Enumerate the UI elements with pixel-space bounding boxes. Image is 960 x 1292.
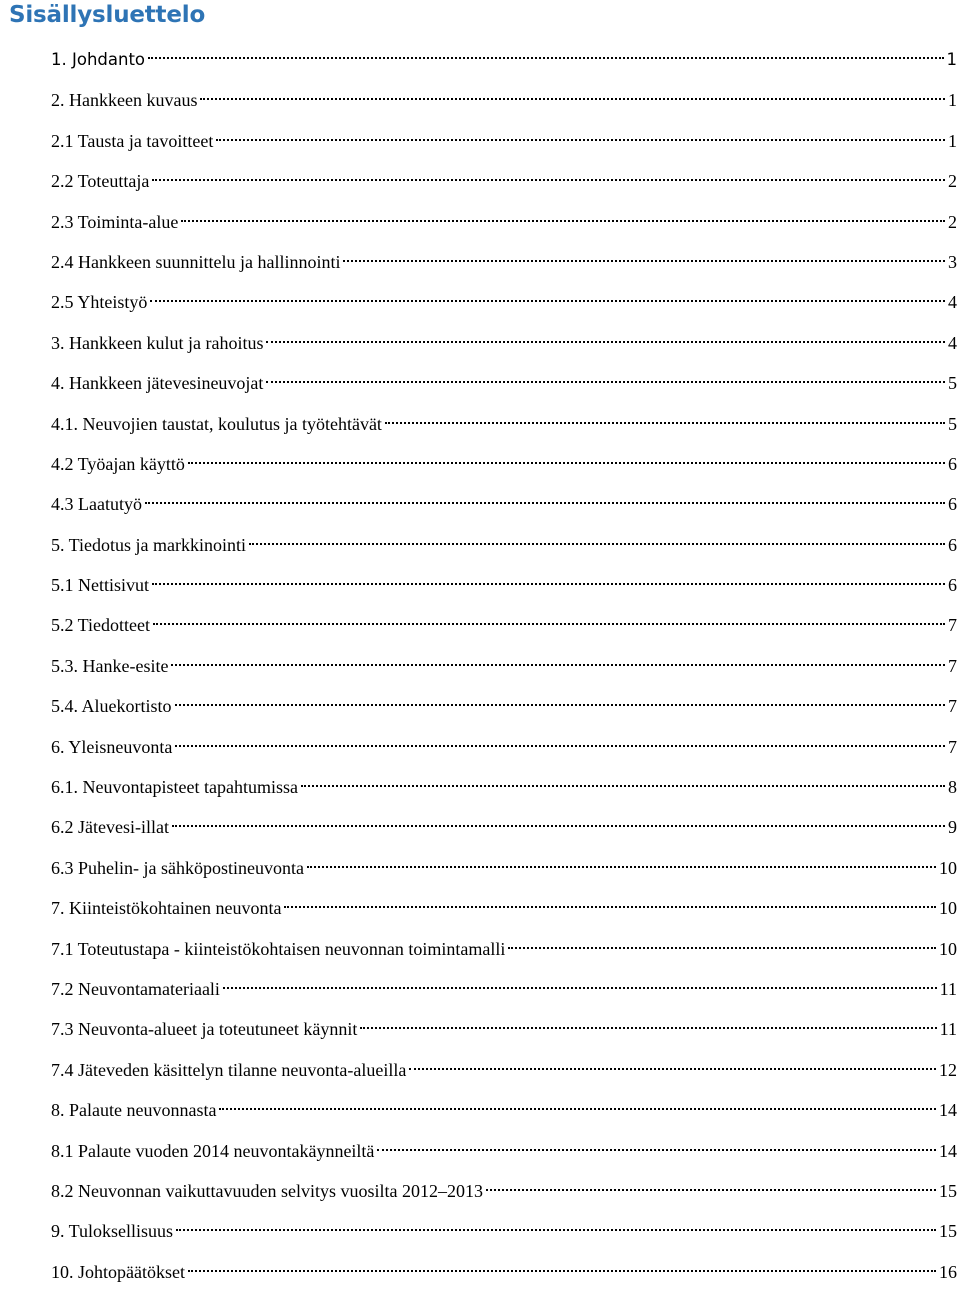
toc-entry-page-number: 10 xyxy=(939,898,957,919)
dot-leader xyxy=(508,947,936,949)
dot-leader xyxy=(145,502,945,504)
toc-entry-page-number: 4 xyxy=(948,332,957,353)
toc-entry[interactable] xyxy=(51,121,957,161)
toc-entry[interactable] xyxy=(51,888,957,928)
dot-leader xyxy=(152,179,945,181)
toc-entry-page-number: 7 xyxy=(948,615,957,636)
toc-entry[interactable] xyxy=(51,686,957,726)
toc-entry[interactable] xyxy=(51,646,957,686)
dot-leader xyxy=(172,825,945,827)
toc-entry[interactable] xyxy=(51,363,957,403)
toc-entry-page-number: 6 xyxy=(948,453,957,474)
toc-entry[interactable] xyxy=(51,565,957,605)
toc-entry-title: 9. Tuloksellisuus xyxy=(51,1221,174,1242)
toc-entry-title: 8. Palaute neuvonnasta xyxy=(51,1100,217,1121)
toc-entry-page-number: 14 xyxy=(939,1140,957,1161)
toc-entry-title: 8.1 Palaute vuoden 2014 neuvontakäynneiltä xyxy=(51,1140,375,1161)
toc-entry-title: 7.4 Jäteveden käsittelyn tilanne neuvonta-alueilla xyxy=(51,1059,407,1080)
toc-entry-title: 2.1 Tausta ja tavoitteet xyxy=(51,130,214,151)
toc-entry-page-number: 2 xyxy=(948,211,957,232)
dot-leader xyxy=(307,866,936,868)
toc-entry-page-number: 8 xyxy=(948,777,957,798)
dot-leader xyxy=(385,422,945,424)
toc-entry-page-number: 9 xyxy=(948,817,957,838)
toc-entry-title: 5.1 Nettisivut xyxy=(51,575,149,596)
dot-leader xyxy=(200,98,945,100)
toc-entry-page-number: 1 xyxy=(948,90,957,111)
toc-entry[interactable] xyxy=(51,525,957,565)
dot-leader xyxy=(175,704,946,706)
toc-entry-title: 7.2 Neuvontamateriaali xyxy=(51,978,220,999)
dot-leader xyxy=(377,1149,936,1151)
toc-entry-title: 2.3 Toiminta-alue xyxy=(51,211,179,232)
toc-entry[interactable] xyxy=(51,605,957,645)
toc-entry-title: 5.4. Aluekortisto xyxy=(51,696,172,717)
toc-entry-title: 7. Kiinteistökohtainen neuvonta xyxy=(51,898,282,919)
dot-leader xyxy=(216,139,945,141)
toc-entry-page-number: 5 xyxy=(948,373,957,394)
toc-entry-page-number: 14 xyxy=(939,1100,957,1121)
toc-entry[interactable] xyxy=(51,807,957,847)
toc-entry-title: 4.3 Laatutyö xyxy=(51,494,142,515)
toc-entry-title: 6.2 Jätevesi-illat xyxy=(51,817,169,838)
dot-leader xyxy=(188,1270,936,1272)
toc-entry-page-number: 16 xyxy=(939,1261,957,1282)
toc-entry-title: 1. Johdanto xyxy=(51,50,146,69)
toc-entry[interactable] xyxy=(51,484,957,524)
toc-entry-page-number: 11 xyxy=(939,1019,957,1040)
toc-entry[interactable] xyxy=(51,848,957,888)
toc-entry[interactable] xyxy=(51,404,957,444)
dot-leader xyxy=(486,1189,936,1191)
toc-entry-page-number: 12 xyxy=(939,1059,957,1080)
toc-entry-title: 2.4 Hankkeen suunnittelu ja hallinnointi xyxy=(51,251,341,272)
toc-entry[interactable] xyxy=(51,1211,957,1251)
dot-leader xyxy=(181,220,945,222)
toc-entry-title: 7.1 Toteutustapa - kiinteistökohtaisen neuvonnan toimintamalli xyxy=(51,938,506,959)
dot-leader xyxy=(188,462,945,464)
toc-entry-page-number: 5 xyxy=(948,413,957,434)
dot-leader xyxy=(219,1108,936,1110)
toc-entry-page-number: 4 xyxy=(948,292,957,313)
toc-entry-title: 5.3. Hanke-esite xyxy=(51,655,169,676)
toc-entry-page-number: 11 xyxy=(939,978,957,999)
toc-entry[interactable] xyxy=(51,1050,957,1090)
dot-leader xyxy=(171,664,945,666)
toc-entry-title: 7.3 Neuvonta-alueet ja toteutuneet käynnit xyxy=(51,1019,358,1040)
toc-entry[interactable] xyxy=(51,242,957,282)
toc-entry-page-number: 7 xyxy=(948,655,957,676)
toc-entry-page-number: 15 xyxy=(939,1221,957,1242)
toc-entry-page-number: 10 xyxy=(939,938,957,959)
toc-entry-title: 4. Hankkeen jätevesineuvojat xyxy=(51,373,264,394)
dot-leader xyxy=(409,1068,936,1070)
toc-entry[interactable] xyxy=(51,444,957,484)
dot-leader xyxy=(175,745,945,747)
toc-entry[interactable] xyxy=(51,727,957,767)
dot-leader xyxy=(150,300,945,302)
toc-entry-title: 8.2 Neuvonnan vaikuttavuuden selvitys vuosilta 2012–2013 xyxy=(51,1180,483,1201)
toc-entry-title: 6.1. Neuvontapisteet tapahtumissa xyxy=(51,777,298,798)
toc-entry-title: 2.5 Yhteistyö xyxy=(51,292,148,313)
toc-entry[interactable] xyxy=(51,323,957,363)
toc-entry-page-number: 7 xyxy=(948,696,957,717)
toc-entry-title: 5. Tiedotus ja markkinointi xyxy=(51,534,247,555)
toc-entry-title: 4.1. Neuvojien taustat, koulutus ja työtehtävät xyxy=(51,413,382,434)
toc-entry[interactable] xyxy=(51,767,957,807)
dot-leader xyxy=(148,57,943,59)
toc-entry[interactable] xyxy=(51,161,957,201)
dot-leader xyxy=(223,987,937,989)
toc-entry-title: 2.2 Toteuttaja xyxy=(51,171,150,192)
toc-entry[interactable] xyxy=(51,80,957,120)
toc-entry-page-number: 10 xyxy=(939,857,957,878)
toc-entry[interactable] xyxy=(51,969,957,1009)
dot-leader xyxy=(301,785,945,787)
toc-entry-page-number: 6 xyxy=(948,534,957,555)
toc-entry-page-number: 2 xyxy=(948,171,957,192)
toc-entry[interactable] xyxy=(51,1171,957,1211)
dot-leader xyxy=(266,381,945,383)
toc-entry[interactable] xyxy=(51,1252,957,1292)
toc-entry-page-number: 3 xyxy=(948,251,957,272)
toc-entry-page-number: 1 xyxy=(948,130,957,151)
toc-entry-page-number: 6 xyxy=(948,575,957,596)
dot-leader xyxy=(266,341,945,343)
toc-entry[interactable] xyxy=(51,1131,957,1171)
toc-entry-page-number: 6 xyxy=(948,494,957,515)
toc-entry[interactable] xyxy=(51,929,957,969)
toc-entry-title: 6.3 Puhelin- ja sähköpostineuvonta xyxy=(51,857,304,878)
toc-entry-title: 2. Hankkeen kuvaus xyxy=(51,90,198,111)
page-title: Sisällysluettelo xyxy=(9,2,206,28)
toc-entry[interactable] xyxy=(51,282,957,322)
toc-entry-title: 5.2 Tiedotteet xyxy=(51,615,151,636)
dot-leader xyxy=(249,543,945,545)
table-of-contents xyxy=(51,40,957,1292)
toc-entry[interactable] xyxy=(51,1009,957,1049)
toc-entry-title: 4.2 Työajan käyttö xyxy=(51,453,185,474)
toc-entry[interactable] xyxy=(51,1090,957,1130)
toc-entry[interactable] xyxy=(51,202,957,242)
toc-entry-title: 10. Johtopäätökset xyxy=(51,1261,185,1282)
dot-leader xyxy=(152,583,945,585)
dot-leader xyxy=(343,260,945,262)
dot-leader xyxy=(360,1027,936,1029)
toc-entry-page-number: 1 xyxy=(946,50,957,69)
toc-entry-title: 6. Yleisneuvonta xyxy=(51,736,173,757)
dot-leader xyxy=(284,906,936,908)
dot-leader xyxy=(153,623,945,625)
dot-leader xyxy=(176,1229,936,1231)
toc-entry-page-number: 7 xyxy=(948,736,957,757)
toc-entry-page-number: 15 xyxy=(939,1180,957,1201)
toc-entry[interactable] xyxy=(51,40,957,80)
toc-entry-title: 3. Hankkeen kulut ja rahoitus xyxy=(51,332,264,353)
